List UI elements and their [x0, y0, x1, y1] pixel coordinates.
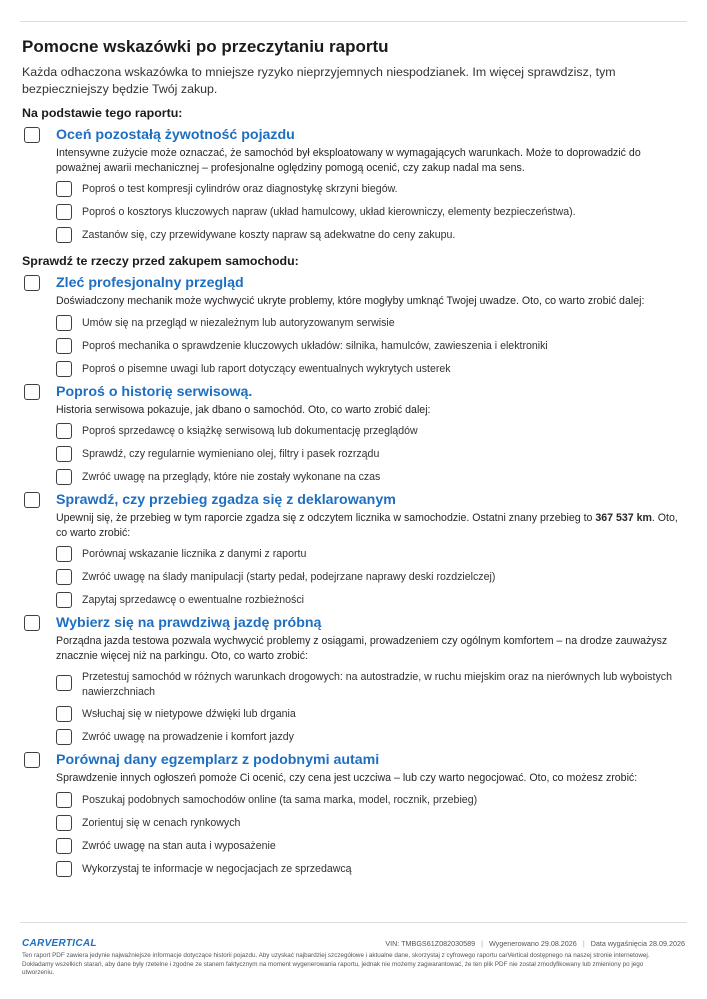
checkbox[interactable] [56, 315, 72, 331]
sub-item-label: Zwróć uwagę na ślady manipulacji (starty pedał, podejrzane naprawy deski rozdzielczej) [82, 571, 496, 583]
checklist-item-inspection [22, 275, 686, 377]
checklist-item-compare [22, 752, 686, 877]
checkbox[interactable] [56, 592, 72, 608]
checkbox[interactable] [56, 861, 72, 877]
item-description [56, 511, 686, 540]
sub-item-label: Zwróć uwagę na prowadzenie i komfort jazdy [82, 731, 294, 743]
sub-item-label: Zwróć uwagę na stan auta i wyposażenie [82, 839, 276, 852]
disclaimer-text: Ten raport PDF zawiera jedynie najważniejsze informacje dotyczące historii pojazdu. Aby uzyskać najbardziej szczegółowe i aktualne dane, skorzystaj z cyfrowego raportu carVertical dostępnego na naszej stronie internetowej. Dokładamy wszelkich starań, aby dane były rzetelne i zgodne ze stanem faktycznym na moment wygenerowania raportu, jednak nie możemy zagwarantować, że ten plik PDF nie został zmodyfikowany lub zmieniony po jego utworzeniu. [22, 952, 650, 977]
sub-item [56, 861, 686, 877]
expiry-date: Data wygaśnięcia 28.09.2026 [590, 939, 685, 948]
sub-item-label: Poproś mechanika o sprawdzenie kluczowych układów: silnika, hamulców, zawieszenia i elektroniki [82, 339, 548, 352]
sub-item-label: Zastanów się, czy przewidywane koszty napraw są adekwatne do ceny zakupu. [82, 229, 456, 241]
checklist-item-mileage [22, 492, 686, 608]
sub-item-label: Umów się na przegląd w niezależnym lub autoryzowanym serwisie [82, 316, 395, 329]
item-description: Porządna jazda testowa pozwala wychwycić problemy z osiągami, prowadzeniem czy ogólnym komfortem – na drodze zauważysz znacznie więcej niż na parkingu. Oto, co warto zrobić: [56, 635, 668, 662]
sub-item [56, 569, 686, 585]
sub-item [56, 838, 686, 854]
checkbox[interactable] [56, 361, 72, 377]
sub-item-label: Wykorzystaj te informacje w negocjacjach ze sprzedawcą [82, 862, 352, 875]
section-label-before-purchase: Sprawdź te rzeczy przed zakupem samochodu: [22, 254, 299, 268]
checklist-item-service-history [22, 384, 686, 486]
sub-item [56, 469, 686, 485]
checkbox[interactable] [56, 469, 72, 485]
item-title: Poproś o historię serwisową. [56, 383, 253, 400]
checkbox[interactable] [56, 569, 72, 585]
checkbox[interactable] [24, 615, 40, 631]
sub-item-label: Poproś o kosztorys kluczowych napraw (układ hamulcowy, układ kierowniczy, elementy bezpieczeństwa). [82, 206, 576, 218]
checkbox[interactable] [56, 675, 72, 691]
sub-item [56, 815, 686, 831]
checkbox[interactable] [56, 792, 72, 808]
sub-item [56, 338, 686, 354]
checkbox[interactable] [56, 706, 72, 722]
sub-item [56, 729, 686, 745]
sub-item-label: Porównaj wskazanie licznika z danymi z raportu [82, 548, 307, 560]
sub-item-label: Poproś o pisemne uwagi lub raport dotyczący ewentualnych wykrytych usterek [82, 362, 451, 375]
page-title: Pomocne wskazówki po przeczytaniu raportu [22, 37, 389, 56]
checklist-item-lifespan [22, 127, 686, 243]
checkbox[interactable] [24, 384, 40, 400]
footer-meta [385, 939, 685, 948]
intro-text: Każda odhaczona wskazówka to mniejsze ryzyko nieprzyjemnych niespodzianek. Im więcej sprawdzisz, tym bezpieczniejszy będzie Twój zakup. [22, 65, 616, 96]
sub-item-label: Poproś sprzedawcę o książkę serwisową lub dokumentację przeglądów [82, 425, 418, 437]
item-description: Intensywne zużycie może oznaczać, że samochód był eksploatowany w wymagających warunkach. Może to doprowadzić do poważnej awarii mechanicznej – profesjonalne oględziny pomogą ocenić, czy zakup nadal ma sens. [56, 147, 641, 174]
sub-item [56, 706, 686, 722]
sub-item-label: Wsłuchaj się w nietypowe dźwięki lub drgania [82, 708, 296, 720]
item-description: Sprawdzenie innych ogłoszeń pomoże Ci ocenić, czy cena jest uczciwa – lub czy warto negocjować. Oto, co możesz zrobić: [56, 772, 638, 784]
checkbox[interactable] [56, 546, 72, 562]
section-label-report: Na podstawie tego raportu: [22, 106, 183, 120]
item-title: Zleć profesjonalny przegląd [56, 275, 244, 291]
checkbox[interactable] [56, 181, 72, 197]
checkbox[interactable] [56, 204, 72, 220]
footer-divider [20, 922, 687, 923]
item-description: Historia serwisowa pokazuje, jak dbano o samochód. Oto, co warto zrobić dalej: [56, 403, 431, 416]
sub-item-label: Przetestuj samochód w różnych warunkach drogowych: na autostradzie, w ruchu miejskim oraz na nierównych lub wyboistych nawierzchniach [82, 671, 672, 698]
sub-item-label: Zwróć uwagę na przeglądy, które nie zostały wykonane na czas [82, 471, 381, 483]
checkbox[interactable] [56, 227, 72, 243]
checkbox[interactable] [56, 729, 72, 745]
sub-item [56, 669, 686, 699]
checkbox[interactable] [56, 446, 72, 462]
carvertical-logo: CARVERTICAL [22, 938, 97, 949]
sub-item [56, 546, 686, 562]
checkbox[interactable] [56, 423, 72, 439]
description-text: . Oto, co warto zrobić: [56, 512, 678, 539]
checklist-item-test-drive [22, 615, 686, 745]
sub-item-label: Sprawdź, czy regularnie wymieniano olej, filtry i pasek rozrządu [82, 448, 380, 460]
checkbox[interactable] [56, 838, 72, 854]
sub-item [56, 315, 686, 331]
item-title: Sprawdź, czy przebieg zgadza się z deklarowanym [56, 492, 396, 508]
generated-date: Wygenerowano 29.08.2026 [488, 939, 577, 948]
checkbox[interactable] [56, 815, 72, 831]
sub-item [56, 792, 686, 808]
sub-item-label: Zapytaj sprzedawcę o ewentualne rozbieżności [82, 594, 305, 606]
sub-item-label: Poszukaj podobnych samochodów online (ta sama marka, model, rocznik, przebieg) [82, 793, 478, 806]
sub-item [56, 423, 686, 439]
vin-number: VIN: TMBGS61Z082030589 [385, 939, 476, 948]
sub-item [56, 592, 686, 608]
item-title: Wybierz się na prawdziwą jazdę próbną [56, 615, 322, 631]
sub-item-label: Zorientuj się w cenach rynkowych [82, 816, 241, 829]
checkbox[interactable] [24, 275, 40, 291]
sub-item-label: Poproś o test kompresji cylindrów oraz diagnostykę skrzyni biegów. [82, 183, 398, 195]
sub-item [56, 227, 686, 243]
checkbox[interactable] [24, 492, 40, 508]
sub-item [56, 204, 686, 220]
item-title: Oceń pozostałą żywotność pojazdu [56, 127, 295, 143]
top-divider [20, 21, 687, 22]
page-content [22, 37, 686, 884]
mileage-value: 367 537 km [595, 512, 652, 524]
sub-item [56, 361, 686, 377]
separator: | [481, 939, 483, 948]
checkbox[interactable] [24, 127, 40, 143]
sub-item [56, 446, 686, 462]
item-description: Doświadczony mechanik może wychwycić ukryte problemy, które mogłyby umknąć Twojej uwadze. Oto, co warto zrobić dalej: [56, 295, 645, 307]
description-text: Upewnij się, że przebieg w tym raporcie zgadza się z odczytem licznika w samochodzie. Ostatni znany przebieg to [56, 512, 596, 524]
checkbox[interactable] [56, 338, 72, 354]
sub-item [56, 181, 686, 197]
checkbox[interactable] [24, 752, 40, 768]
item-title: Porównaj dany egzemplarz z podobnymi autami [56, 752, 380, 768]
separator: | [582, 939, 585, 948]
